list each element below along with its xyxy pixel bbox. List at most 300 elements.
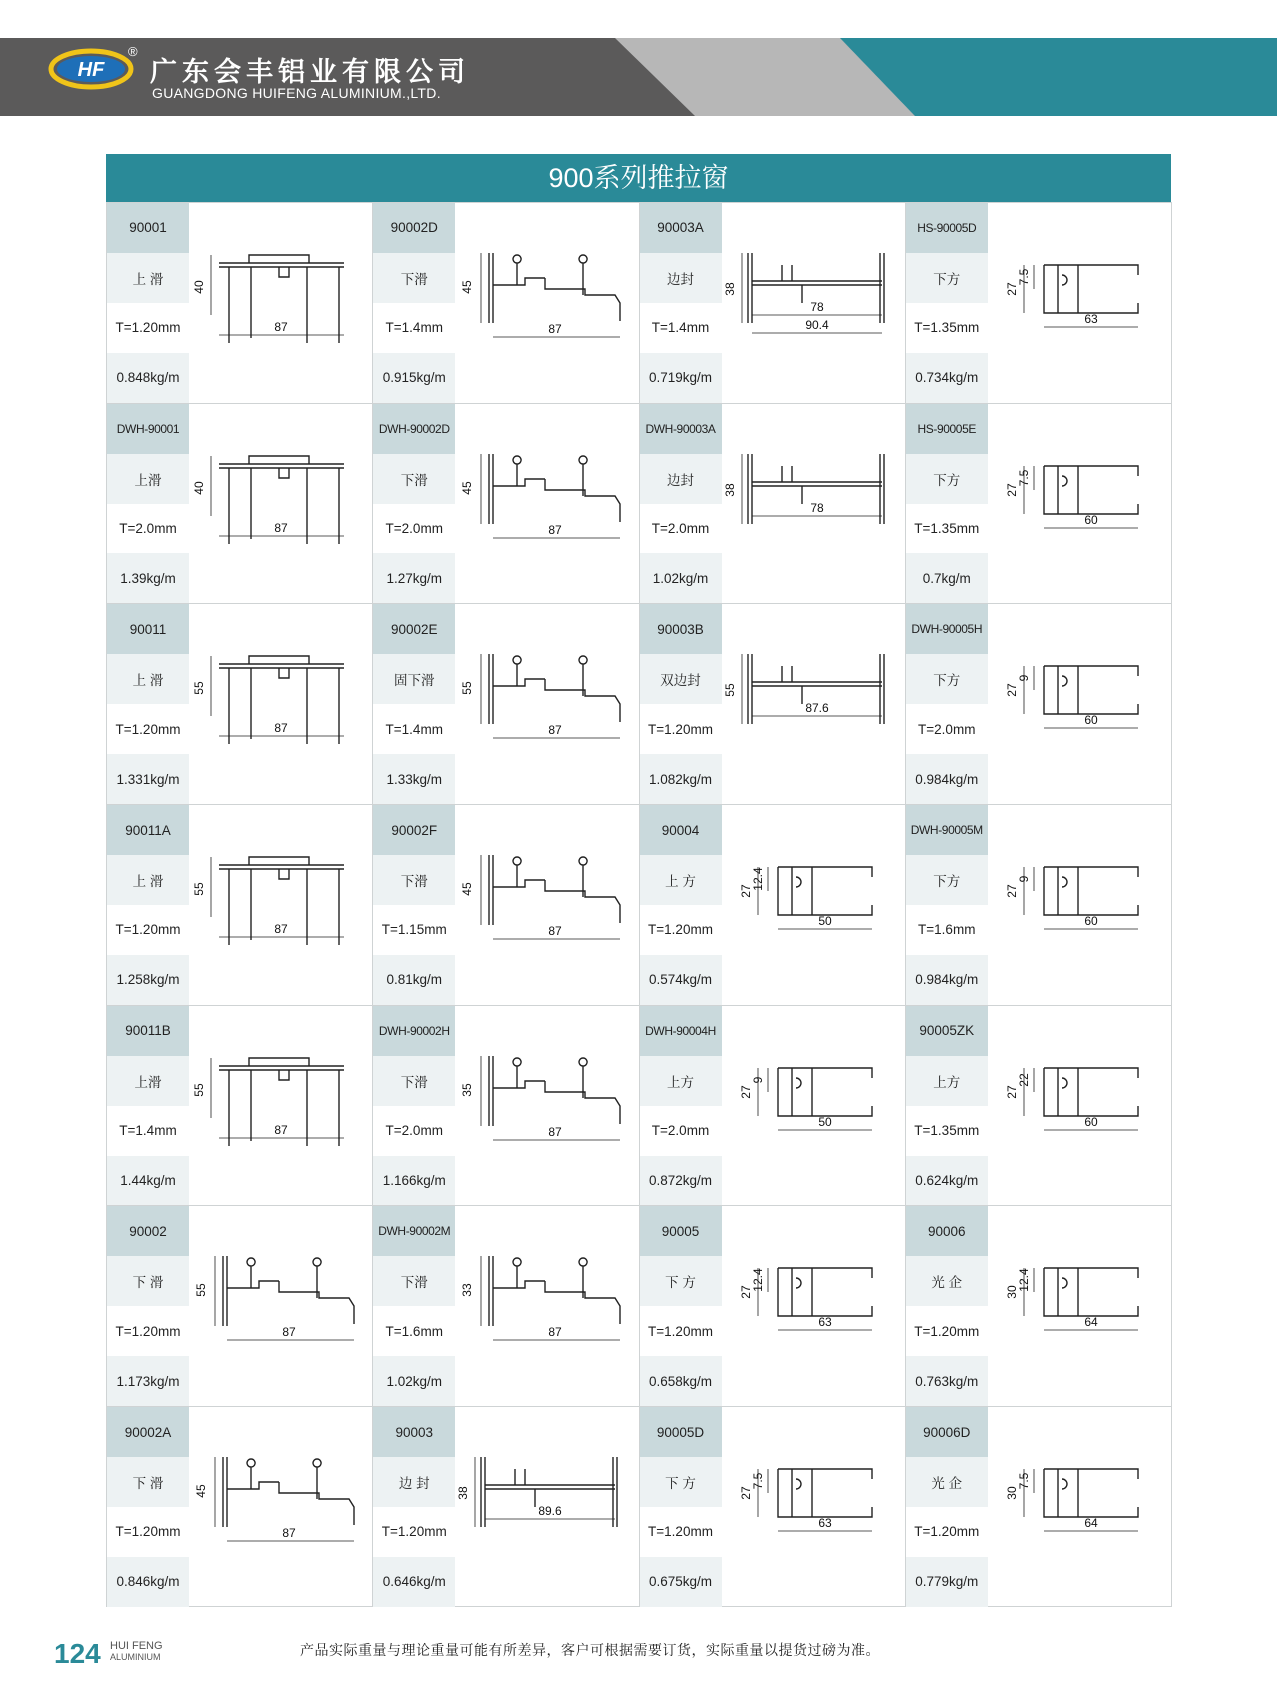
- profile-section: [722, 1006, 906, 1206]
- profile-section: [722, 203, 906, 403]
- product-info: [906, 604, 988, 804]
- profile-section: [722, 1206, 906, 1406]
- product-thickness: T=1.20mm: [648, 922, 713, 938]
- product-code: DWH-90002D: [373, 404, 455, 454]
- product-thickness: T=1.4mm: [385, 320, 443, 336]
- dimension-label: 60: [1084, 512, 1098, 527]
- profile-drawing: [722, 404, 906, 604]
- product-thickness: T=1.20mm: [115, 1524, 181, 1540]
- company-name-en: GUANGDONG HUIFENG ALUMINIUM.,LTD.: [152, 85, 441, 101]
- product-code: DWH-90001: [107, 404, 189, 454]
- product-weight: 1.39kg/m: [107, 553, 189, 603]
- product-code: 90002: [107, 1206, 189, 1256]
- product-card: [373, 603, 639, 804]
- product-info: [373, 805, 455, 1005]
- product-name: 下方: [906, 253, 988, 303]
- product-name: 光 企: [906, 1457, 988, 1507]
- product-card: [906, 403, 1172, 604]
- dimension-label: 78: [809, 300, 824, 314]
- dimension-label: 60: [1084, 713, 1098, 728]
- dimension-label: 63: [817, 1315, 832, 1330]
- profile-section: [455, 805, 639, 1005]
- product-info: [373, 1407, 455, 1607]
- product-name: 下方: [906, 454, 988, 504]
- profile-section: [722, 805, 906, 1005]
- dimension-label: 27: [1004, 683, 1019, 698]
- dimension-label: 63: [817, 1516, 832, 1531]
- product-weight: 0.872kg/m: [640, 1156, 722, 1206]
- profile-section: [722, 1407, 906, 1607]
- profile-section: [988, 203, 1172, 403]
- product-info: [640, 404, 722, 604]
- dimension-label: 87: [282, 1526, 296, 1541]
- dimension-label: 27: [1004, 884, 1019, 898]
- product-name: 上方: [640, 1056, 722, 1106]
- product-name: 上方: [906, 1056, 988, 1106]
- footer-brand: HUI FENG: [110, 1640, 163, 1652]
- profile-section: [189, 805, 373, 1005]
- product-thickness: T=1.35mm: [914, 520, 980, 536]
- product-name: 上 方: [640, 855, 722, 905]
- dimension-label: 55: [192, 1083, 206, 1097]
- product-weight: 0.984kg/m: [906, 955, 988, 1005]
- profile-drawing: [988, 1206, 1172, 1406]
- dimension-label: 55: [722, 683, 737, 698]
- product-thickness: T=1.20mm: [914, 1323, 980, 1339]
- product-card: [107, 202, 373, 403]
- product-card: [640, 603, 906, 804]
- profile-drawing: [189, 604, 373, 804]
- profile-section: [722, 604, 906, 804]
- product-code: 90003: [373, 1407, 455, 1457]
- product-thickness: T=1.20mm: [914, 1524, 980, 1540]
- product-name: 光 企: [906, 1256, 988, 1306]
- product-code: 90004: [640, 805, 722, 855]
- product-card: [640, 804, 906, 1005]
- product-code: HS-90005E: [906, 404, 988, 454]
- product-code: 90011: [107, 604, 189, 654]
- product-thickness: T=1.6mm: [385, 1323, 443, 1339]
- dimension-label: 12.4: [750, 867, 765, 891]
- product-card: [107, 804, 373, 1005]
- profile-drawing: [455, 1206, 639, 1406]
- profile-drawing: [189, 1407, 373, 1607]
- profile-drawing: [455, 1006, 639, 1206]
- product-info: [906, 1206, 988, 1406]
- product-name: 上滑: [107, 454, 189, 504]
- dimension-label: 38: [722, 483, 737, 497]
- product-info: [906, 805, 988, 1005]
- product-thickness: T=1.20mm: [115, 922, 181, 938]
- dimension-label: 87: [274, 922, 288, 937]
- weight-disclaimer: 产品实际重量与理论重量可能有所差异，客户可根据需要订货，实际重量以提货过磅为准。: [300, 1642, 880, 1658]
- dimension-label: 45: [460, 481, 475, 495]
- product-info: [640, 604, 722, 804]
- product-card: [107, 1205, 373, 1406]
- dimension-label: 87: [274, 721, 288, 736]
- dimension-label: 87: [282, 1325, 296, 1340]
- product-weight: 1.082kg/m: [640, 754, 722, 804]
- company-name-cn: 广东会丰铝业有限公司: [150, 57, 470, 87]
- profile-drawing: [455, 1407, 639, 1607]
- profile-section: [189, 1206, 373, 1406]
- product-card: [640, 1205, 906, 1406]
- profile-section: [189, 1407, 373, 1607]
- product-weight: 0.675kg/m: [640, 1557, 722, 1607]
- product-name: 下方: [906, 855, 988, 905]
- product-card: [373, 1005, 639, 1206]
- profile-drawing: [988, 604, 1172, 804]
- product-info: [906, 1006, 988, 1206]
- profile-drawing: [455, 404, 639, 604]
- product-weight: 0.658kg/m: [640, 1356, 722, 1406]
- product-weight: 0.7kg/m: [906, 553, 988, 603]
- product-name: 固下滑: [373, 654, 455, 704]
- dimension-label: 22: [1016, 1073, 1031, 1087]
- product-info: [906, 1407, 988, 1607]
- product-info: [107, 1006, 189, 1206]
- product-card: [107, 1005, 373, 1206]
- profile-section: [189, 404, 373, 604]
- product-weight: 0.763kg/m: [906, 1356, 988, 1406]
- product-name: 下滑: [373, 1256, 455, 1306]
- product-weight: 1.173kg/m: [107, 1356, 189, 1406]
- product-thickness: T=1.6mm: [918, 922, 976, 938]
- dimension-label: 7.5: [1016, 1472, 1031, 1490]
- product-code: DWH-90003A: [640, 404, 722, 454]
- product-weight: 0.646kg/m: [373, 1557, 455, 1607]
- profile-drawing: [988, 404, 1172, 604]
- profile-drawing: [189, 1006, 373, 1206]
- dimension-label: 27: [738, 884, 753, 898]
- product-weight: 1.27kg/m: [373, 553, 455, 603]
- product-card: [107, 403, 373, 604]
- product-card: [906, 202, 1172, 403]
- dimension-label: 87: [274, 320, 288, 334]
- dimension-label: 45: [460, 280, 475, 294]
- product-name: 上 滑: [107, 253, 189, 303]
- product-weight: 1.44kg/m: [107, 1156, 189, 1206]
- product-info: [640, 203, 722, 403]
- dimension-label: 38: [456, 1486, 471, 1500]
- product-info: [373, 604, 455, 804]
- product-card: [373, 1406, 639, 1607]
- product-weight: 0.624kg/m: [906, 1156, 988, 1206]
- dimension-label: 87: [548, 1325, 562, 1340]
- profile-drawing: [722, 1006, 906, 1206]
- dimension-label: 45: [460, 882, 475, 896]
- product-name: 边封: [640, 253, 722, 303]
- dimension-label: 12.4: [1016, 1268, 1031, 1293]
- dimension-label: 40: [192, 481, 206, 495]
- product-code: DWH-90005H: [906, 604, 988, 654]
- profile-section: [455, 404, 639, 604]
- product-info: [640, 1407, 722, 1607]
- profile-drawing: [988, 805, 1172, 1005]
- dimension-label: 40: [192, 280, 206, 294]
- profile-drawing: [988, 1006, 1172, 1206]
- dimension-label: 60: [1084, 914, 1098, 929]
- product-weight: 0.574kg/m: [640, 955, 722, 1005]
- dimension-label: 87: [548, 522, 562, 537]
- profile-section: [722, 404, 906, 604]
- product-thickness: T=2.0mm: [651, 1123, 710, 1139]
- product-code: HS-90005D: [906, 203, 988, 253]
- profile-section: [455, 604, 639, 804]
- product-thickness: T=1.15mm: [381, 922, 447, 938]
- profile-drawing: [189, 404, 373, 604]
- dimension-label: 90.4: [804, 318, 829, 332]
- profile-section: [988, 1407, 1172, 1607]
- dimension-label: 78: [809, 500, 824, 515]
- product-name: 边 封: [373, 1457, 455, 1507]
- product-thickness: T=1.20mm: [115, 1323, 181, 1339]
- product-code: 90002F: [373, 805, 455, 855]
- product-weight: 0.719kg/m: [640, 353, 722, 403]
- company-logo: [46, 42, 136, 94]
- dimension-label: 30: [1004, 1285, 1019, 1300]
- dimension-label: 33: [460, 1283, 475, 1298]
- product-weight: 0.848kg/m: [107, 353, 189, 403]
- product-name: 下 方: [640, 1256, 722, 1306]
- product-thickness: T=1.35mm: [914, 1123, 980, 1139]
- dimension-label: 7.5: [1016, 268, 1031, 286]
- product-card: [640, 1406, 906, 1607]
- dimension-label: 27: [738, 1285, 753, 1300]
- product-thickness: T=1.4mm: [651, 320, 710, 336]
- dimension-label: 45: [194, 1484, 208, 1498]
- product-name: 下方: [906, 654, 988, 704]
- profile-section: [988, 604, 1172, 804]
- product-name: 上 滑: [107, 855, 189, 905]
- product-weight: 0.846kg/m: [107, 1557, 189, 1607]
- profile-drawing: [722, 805, 906, 1005]
- profile-section: [455, 1407, 639, 1607]
- profile-section: [455, 203, 639, 403]
- product-thickness: T=1.20mm: [648, 1524, 713, 1540]
- svg-text:HF: HF: [77, 59, 105, 81]
- dimension-label: 87: [548, 322, 562, 336]
- product-code: 90006: [906, 1206, 988, 1256]
- dimension-label: 55: [194, 1283, 208, 1298]
- dimension-label: 27: [738, 1486, 753, 1500]
- product-name: 下滑: [373, 253, 455, 303]
- product-info: [373, 1206, 455, 1406]
- dimension-label: 27: [738, 1085, 753, 1099]
- profile-drawing: [189, 1206, 373, 1406]
- profile-section: [455, 1006, 639, 1206]
- product-info: [107, 203, 189, 403]
- dimension-label: 63: [1084, 312, 1098, 326]
- profile-drawing: [722, 203, 906, 403]
- product-card: [373, 804, 639, 1005]
- product-thickness: T=2.0mm: [119, 520, 177, 536]
- product-weight: 1.166kg/m: [373, 1156, 455, 1206]
- product-info: [107, 1206, 189, 1406]
- product-card: [640, 1005, 906, 1206]
- product-name: 下 滑: [107, 1256, 189, 1306]
- product-card: [906, 804, 1172, 1005]
- dimension-label: 55: [192, 681, 206, 696]
- product-code: 90002A: [107, 1407, 189, 1457]
- product-weight: 1.02kg/m: [373, 1356, 455, 1406]
- product-card: [906, 1406, 1172, 1607]
- dimension-label: 30: [1004, 1486, 1019, 1500]
- product-code: 90003B: [640, 604, 722, 654]
- product-name: 下滑: [373, 454, 455, 504]
- product-info: [640, 1006, 722, 1206]
- profile-section: [455, 1206, 639, 1406]
- dimension-label: 7.5: [750, 1472, 765, 1490]
- dimension-label: 7.5: [1016, 469, 1031, 487]
- product-name: 下滑: [373, 855, 455, 905]
- dimension-label: 87: [274, 1122, 288, 1137]
- product-name: 下 方: [640, 1457, 722, 1507]
- product-card: [906, 1005, 1172, 1206]
- product-info: [107, 1407, 189, 1607]
- product-card: [107, 1406, 373, 1607]
- profile-section: [189, 203, 373, 403]
- product-info: [107, 604, 189, 804]
- product-weight: 0.915kg/m: [373, 353, 455, 403]
- product-thickness: T=2.0mm: [385, 1123, 443, 1139]
- product-name: 上滑: [107, 1056, 189, 1106]
- dimension-label: 27: [1004, 483, 1019, 497]
- product-info: [107, 404, 189, 604]
- product-thickness: T=1.35mm: [914, 320, 980, 336]
- dimension-label: 50: [817, 1114, 832, 1129]
- product-card: [906, 1205, 1172, 1406]
- profile-drawing: [455, 805, 639, 1005]
- product-grid: [106, 202, 1171, 1607]
- product-code: DWH-90004H: [640, 1006, 722, 1056]
- product-card: [373, 1205, 639, 1406]
- product-thickness: T=1.20mm: [381, 1524, 447, 1540]
- profile-section: [988, 1206, 1172, 1406]
- product-name: 双边封: [640, 654, 722, 704]
- product-thickness: T=1.20mm: [648, 1323, 713, 1339]
- product-info: [373, 203, 455, 403]
- product-weight: 1.331kg/m: [107, 754, 189, 804]
- profile-drawing: [988, 203, 1172, 403]
- profile-drawing: [189, 203, 373, 403]
- dimension-label: 87.6: [804, 701, 829, 716]
- dimension-label: 38: [722, 282, 737, 296]
- profile-section: [988, 1006, 1172, 1206]
- product-code: 90001: [107, 203, 189, 253]
- dimension-label: 87: [548, 1124, 562, 1139]
- registered-mark: ®: [128, 44, 138, 59]
- product-thickness: T=1.4mm: [119, 1123, 177, 1139]
- product-info: [640, 1206, 722, 1406]
- product-thickness: T=2.0mm: [651, 520, 710, 536]
- dimension-label: 27: [1004, 282, 1019, 296]
- product-card: [373, 403, 639, 604]
- product-name: 下 滑: [107, 1457, 189, 1507]
- page-number: 124: [54, 1638, 101, 1669]
- product-code: 90005: [640, 1206, 722, 1256]
- product-name: 边封: [640, 454, 722, 504]
- product-name: 上 滑: [107, 654, 189, 704]
- product-code: 90005ZK: [906, 1006, 988, 1056]
- product-info: [640, 805, 722, 1005]
- profile-section: [189, 604, 373, 804]
- product-thickness: T=2.0mm: [918, 721, 976, 737]
- product-thickness: T=1.20mm: [115, 721, 181, 737]
- product-code: 90002E: [373, 604, 455, 654]
- product-code: 90003A: [640, 203, 722, 253]
- dimension-label: 64: [1084, 1516, 1098, 1531]
- dimension-label: 55: [460, 681, 475, 696]
- product-code: 90005D: [640, 1407, 722, 1457]
- catalog-title: 900系列推拉窗: [106, 154, 1171, 202]
- footer-brand-sub: ALUMINIUM: [110, 1652, 161, 1662]
- dimension-label: 12.4: [750, 1268, 765, 1293]
- product-info: [906, 203, 988, 403]
- dimension-label: 9: [750, 1076, 765, 1084]
- product-info: [906, 404, 988, 604]
- dimension-label: 89.6: [538, 1504, 562, 1519]
- profile-drawing: [455, 604, 639, 804]
- dimension-label: 87: [548, 924, 562, 939]
- product-info: [373, 404, 455, 604]
- profile-drawing: [722, 1407, 906, 1607]
- product-code: DWH-90002M: [373, 1206, 455, 1256]
- dimension-label: 55: [192, 882, 206, 896]
- dimension-label: 64: [1084, 1315, 1098, 1330]
- profile-drawing: [988, 1407, 1172, 1607]
- profile-section: [988, 805, 1172, 1005]
- product-weight: 0.734kg/m: [906, 353, 988, 403]
- dimension-label: 9: [1016, 675, 1031, 682]
- product-thickness: T=1.20mm: [648, 721, 713, 737]
- product-weight: 0.81kg/m: [373, 955, 455, 1005]
- profile-drawing: [189, 805, 373, 1005]
- product-card: [640, 202, 906, 403]
- product-weight: 1.02kg/m: [640, 553, 722, 603]
- profile-drawing: [455, 203, 639, 403]
- dimension-label: 87: [548, 723, 562, 738]
- dimension-label: 60: [1084, 1114, 1098, 1129]
- profile-section: [988, 404, 1172, 604]
- product-thickness: T=1.20mm: [115, 320, 181, 336]
- product-weight: 0.984kg/m: [906, 754, 988, 804]
- profile-drawing: [722, 1206, 906, 1406]
- product-card: [373, 202, 639, 403]
- product-thickness: T=2.0mm: [385, 520, 443, 536]
- product-weight: 1.258kg/m: [107, 955, 189, 1005]
- product-thickness: T=1.4mm: [385, 721, 443, 737]
- profile-section: [189, 1006, 373, 1206]
- product-code: 90002D: [373, 203, 455, 253]
- product-weight: 1.33kg/m: [373, 754, 455, 804]
- product-info: [107, 805, 189, 1005]
- dimension-label: 9: [1016, 875, 1031, 883]
- dimension-label: 50: [817, 914, 832, 929]
- profile-drawing: [722, 604, 906, 804]
- product-code: 90011B: [107, 1006, 189, 1056]
- dimension-label: 35: [460, 1083, 475, 1097]
- product-code: DWH-90002H: [373, 1006, 455, 1056]
- product-code: DWH-90005M: [906, 805, 988, 855]
- product-code: 90011A: [107, 805, 189, 855]
- product-weight: 0.779kg/m: [906, 1557, 988, 1607]
- product-info: [373, 1006, 455, 1206]
- dimension-label: 87: [274, 520, 288, 535]
- product-name: 下滑: [373, 1056, 455, 1106]
- product-card: [107, 603, 373, 804]
- product-card: [640, 403, 906, 604]
